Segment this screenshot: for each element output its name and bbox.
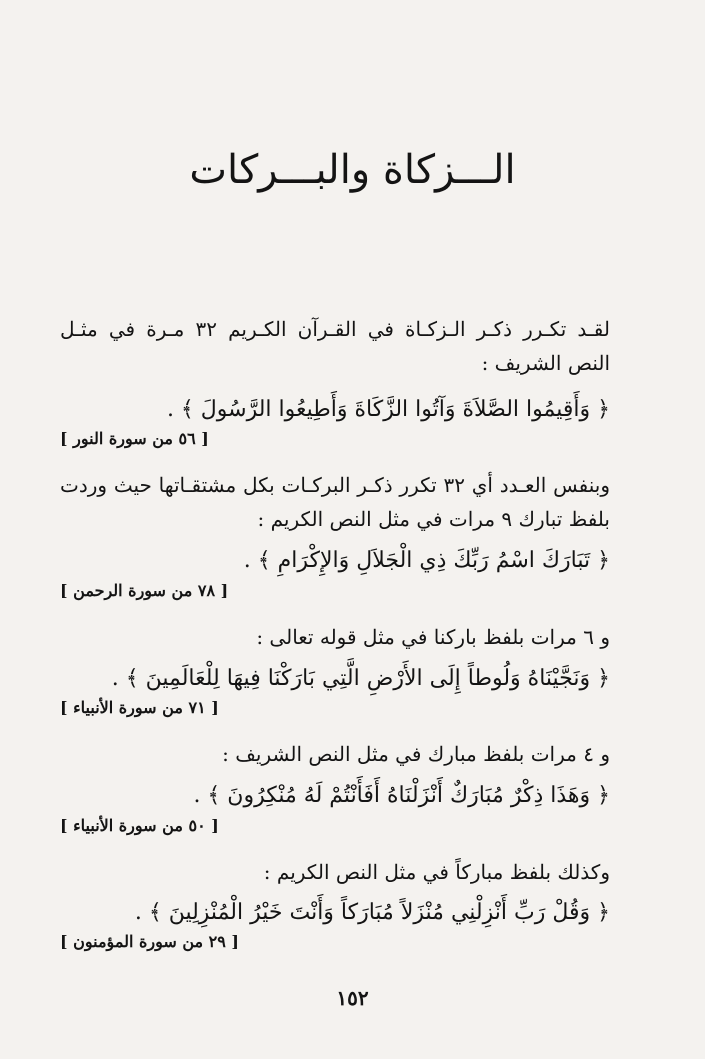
verse-reference: [ ٢٩ من سورة المؤمنون ] — [60, 932, 239, 951]
page-title: الـــزكاة والبـــركات — [189, 147, 516, 193]
quran-verse: ﴿ وَنَجَّيْنَاهُ وَلُوطاً إِلَى الأَرْضِ الَّتِي بَارَكْنَا فِيهَا لِلْعَالَمِينَ ﴾ . — [111, 666, 610, 691]
paragraph: و ٦ مرات بلفظ باركنا في مثل قوله تعالى : — [256, 625, 610, 649]
quran-verse: ﴿ وَهَذَا ذِكْرٌ مُبَارَكٌ أَنْزَلْنَاهُ أَفَأَنْتُمْ لَهُ مُنْكِرُونَ ﴾ . — [193, 783, 610, 808]
page-number: ١٥٢ — [336, 986, 369, 1010]
paragraph: و ٤ مرات بلفظ مبارك في مثل النص الشريف : — [222, 742, 610, 766]
quran-verse: ﴿ وَقُلْ رَبِّ أَنْزِلْنِي مُنْزَلاً مُبَارَكاً وَأَنْتَ خَيْرُ الْمُنْزِلِينَ ﴾ . — [134, 900, 610, 925]
paragraph: وبنفس العـدد أي ٣٢ تكرر ذكـر البركـات بكل مشتقـاتها حيث وردت بلفظ تبارك ٩ مرات في مثل النص الكريم : — [60, 473, 610, 531]
quran-verse: ﴿ تَبَارَكَ اسْمُ رَبِّكَ ذِي الْجَلاَلِ وَالإِكْرَامِ ﴾ . — [243, 548, 610, 573]
verse-reference: [ ٧١ من سورة الأنبياء ] — [60, 698, 219, 717]
verse-reference: [ ٥٦ من سورة النور ] — [60, 429, 209, 448]
verse-reference: [ ٧٨ من سورة الرحمن ] — [60, 581, 229, 600]
quran-verse: ﴿ وَأَقِيمُوا الصَّلاَةَ وَآتُوا الزَّكَاةَ وَأَطِيعُوا الرَّسُولَ ﴾ . — [166, 397, 610, 422]
intro-paragraph: لقـد تكـرر ذكـر الـزكـاة في القـرآن الكـريم ٣٢ مـرة في مثـل النص الشريف : — [60, 317, 610, 375]
paragraph: وكذلك بلفظ مباركاً في مثل النص الكريم : — [263, 860, 610, 884]
verse-reference: [ ٥٠ من سورة الأنبياء ] — [60, 816, 219, 835]
